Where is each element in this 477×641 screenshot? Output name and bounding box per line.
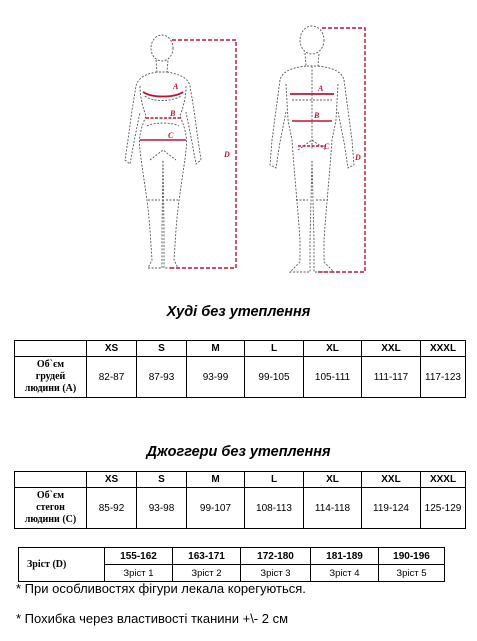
hoodie-header-blank xyxy=(15,341,87,357)
female-label-a: A xyxy=(173,82,179,91)
height-ranges-row xyxy=(19,548,445,565)
hoodie-chest-value: 117-123 xyxy=(421,357,466,398)
hoodie-chest-value: 111-117 xyxy=(362,357,421,398)
height-range: 190-196 xyxy=(379,548,445,565)
joggers-size-header: XS xyxy=(87,472,137,488)
female-label-b: B xyxy=(170,109,176,118)
note-pattern-adjust: * При особливостях фігури лекала корегуються. xyxy=(16,581,306,596)
female-label-d: D xyxy=(224,150,230,159)
measurement-figures xyxy=(0,0,477,290)
joggers-hip-row xyxy=(15,488,466,529)
height-table xyxy=(18,547,445,582)
hoodie-title: Худі без утеплення xyxy=(166,304,311,320)
hoodie-size-header: L xyxy=(245,341,304,357)
hoodie-chest-value: 105-111 xyxy=(304,357,362,398)
joggers-size-header: S xyxy=(137,472,187,488)
female-figure xyxy=(125,35,201,268)
height-name: Зріст 3 xyxy=(241,565,311,582)
hoodie-size-header: XL xyxy=(304,341,362,357)
female-measure-lines xyxy=(140,40,236,268)
height-name: Зріст 5 xyxy=(379,565,445,582)
height-name: Зріст 4 xyxy=(311,565,379,582)
height-label: Зріст (D) xyxy=(19,548,105,582)
height-range: 155-162 xyxy=(105,548,173,565)
hoodie-chest-value: 87-93 xyxy=(137,357,187,398)
male-figure xyxy=(270,26,354,272)
joggers-hip-value: 93-98 xyxy=(137,488,187,529)
height-range: 163-171 xyxy=(173,548,241,565)
row-label-line: грудей xyxy=(35,371,66,382)
row-label-line: Об`єм xyxy=(36,490,65,501)
joggers-size-header: XXXL xyxy=(421,472,466,488)
joggers-size-header: M xyxy=(187,472,245,488)
hoodie-size-header: S xyxy=(137,341,187,357)
joggers-size-table xyxy=(14,471,466,529)
joggers-hip-value: 85-92 xyxy=(87,488,137,529)
male-label-c: C xyxy=(324,142,330,151)
row-label-line: людини (С) xyxy=(24,514,77,525)
joggers-header-row xyxy=(15,472,466,488)
male-label-a: A xyxy=(318,84,324,93)
joggers-hip-value: 125-129 xyxy=(421,488,466,529)
height-range: 181-189 xyxy=(311,548,379,565)
joggers-row-label xyxy=(15,488,87,529)
hoodie-row-label xyxy=(15,357,87,398)
joggers-size-header: L xyxy=(245,472,304,488)
hoodie-chest-row xyxy=(15,357,466,398)
height-name: Зріст 1 xyxy=(105,565,173,582)
male-label-b: B xyxy=(314,111,320,120)
hoodie-size-header: M xyxy=(187,341,245,357)
female-label-c: C xyxy=(168,131,174,140)
hoodie-chest-value: 93-99 xyxy=(187,357,245,398)
hoodie-size-header: XXXL xyxy=(421,341,466,357)
hoodie-header-row xyxy=(15,341,466,357)
row-label-line: Об`єм xyxy=(36,359,65,370)
hoodie-size-table xyxy=(14,340,466,398)
joggers-hip-value: 114-118 xyxy=(304,488,362,529)
row-label-line: людини (А) xyxy=(24,383,77,394)
height-name: Зріст 2 xyxy=(173,565,241,582)
hoodie-size-header: XS xyxy=(87,341,137,357)
joggers-header-blank xyxy=(15,472,87,488)
joggers-size-header: XL xyxy=(304,472,362,488)
row-label-line: стегон xyxy=(36,502,65,513)
joggers-hip-value: 119-124 xyxy=(362,488,421,529)
male-label-d: D xyxy=(355,153,361,162)
joggers-hip-value: 99-107 xyxy=(187,488,245,529)
note-fabric-tolerance: * Похибка через властивості тканини +\- 2 см xyxy=(16,611,289,626)
hoodie-size-header: XXL xyxy=(362,341,421,357)
joggers-size-header: XXL xyxy=(362,472,421,488)
hoodie-chest-value: 99-105 xyxy=(245,357,304,398)
height-range: 172-180 xyxy=(241,548,311,565)
joggers-title: Джоггери без утеплення xyxy=(146,444,331,460)
joggers-hip-value: 108-113 xyxy=(245,488,304,529)
hoodie-chest-value: 82-87 xyxy=(87,357,137,398)
